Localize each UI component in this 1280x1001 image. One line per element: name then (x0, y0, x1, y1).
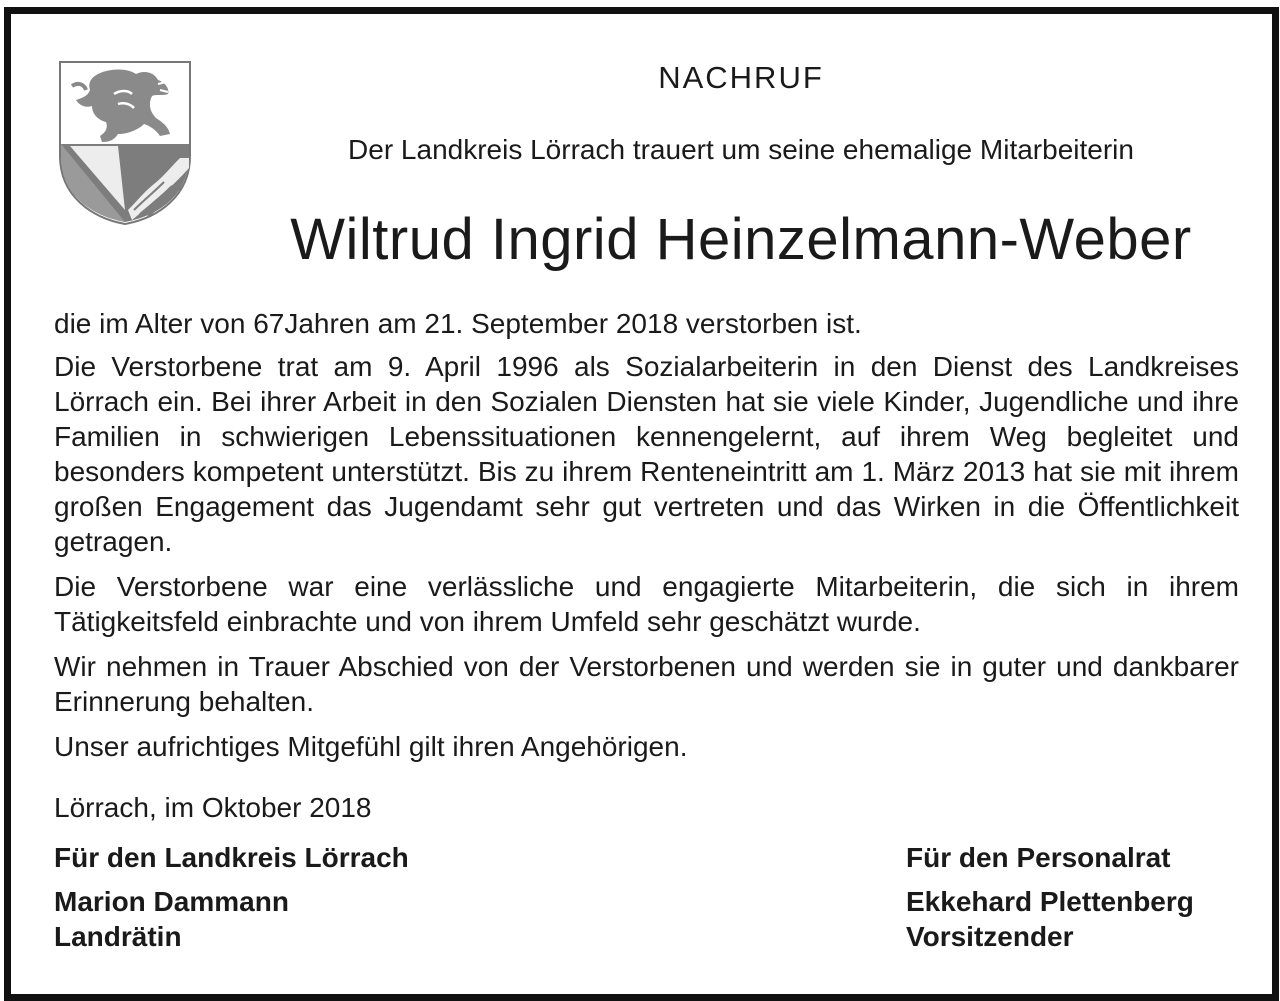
body-paragraph: Wir nehmen in Trauer Abschied von der Verstorbenen und werden sie in guter und dankbarer Erinnerung behalten. (54, 651, 1239, 717)
notice-heading: NACHRUF (658, 60, 824, 95)
signature-organization: Für den Landkreis Lörrach (54, 842, 409, 873)
signature-person: Ekkehard Plettenberg (906, 886, 1194, 917)
body-paragraph: Unser aufrichtiges Mitgefühl gilt ihren Angehörigen. (54, 731, 688, 762)
signature-block-staff-council (906, 840, 1194, 954)
signature-block-district (54, 840, 409, 954)
intro-line: Der Landkreis Lörrach trauert um seine ehemalige Mitarbeiterin (348, 134, 1134, 165)
place-and-date: Lörrach, im Oktober 2018 (54, 792, 372, 823)
signature-person: Marion Dammann (54, 886, 289, 917)
body-paragraph: die im Alter von 67Jahren am 21. September 2018 verstorben ist. (54, 308, 862, 339)
body-paragraph: Die Verstorbene trat am 9. April 1996 als Sozialarbeiterin in den Dienst des Landkreises Lörrach ein. Bei ihrer Arbeit in den Sozialen Diensten hat sie viele Kinder, Jugendliche und ihre Familien in schwierigen Lebenssituationen kennengelernt, auf ihrem Weg begleitet und besonders kompetent unterstützt. Bis zu ihrem Renteneintritt am 1. März 2013 hat sie mit ihrem großen Engagement das Jugendamt sehr gut vertreten und das Wirken in die Öffentlichkeit getragen. (54, 351, 1239, 557)
notice-body (54, 306, 1239, 774)
deceased-name: Wiltrud Ingrid Heinzelmann-Weber (290, 207, 1192, 272)
signature-role: Landrätin (54, 921, 182, 952)
coat-of-arms-lion-icon (58, 60, 192, 226)
signature-role: Vorsitzender (906, 921, 1074, 952)
body-paragraph: Die Verstorbene war eine verlässliche und engagierte Mitarbeiterin, die sich in ihrem Tätigkeitsfeld einbrachte und von ihrem Umfeld sehr geschätzt wurde. (54, 571, 1239, 637)
signature-organization: Für den Personalrat (906, 842, 1171, 873)
obituary-notice (4, 7, 1279, 1001)
